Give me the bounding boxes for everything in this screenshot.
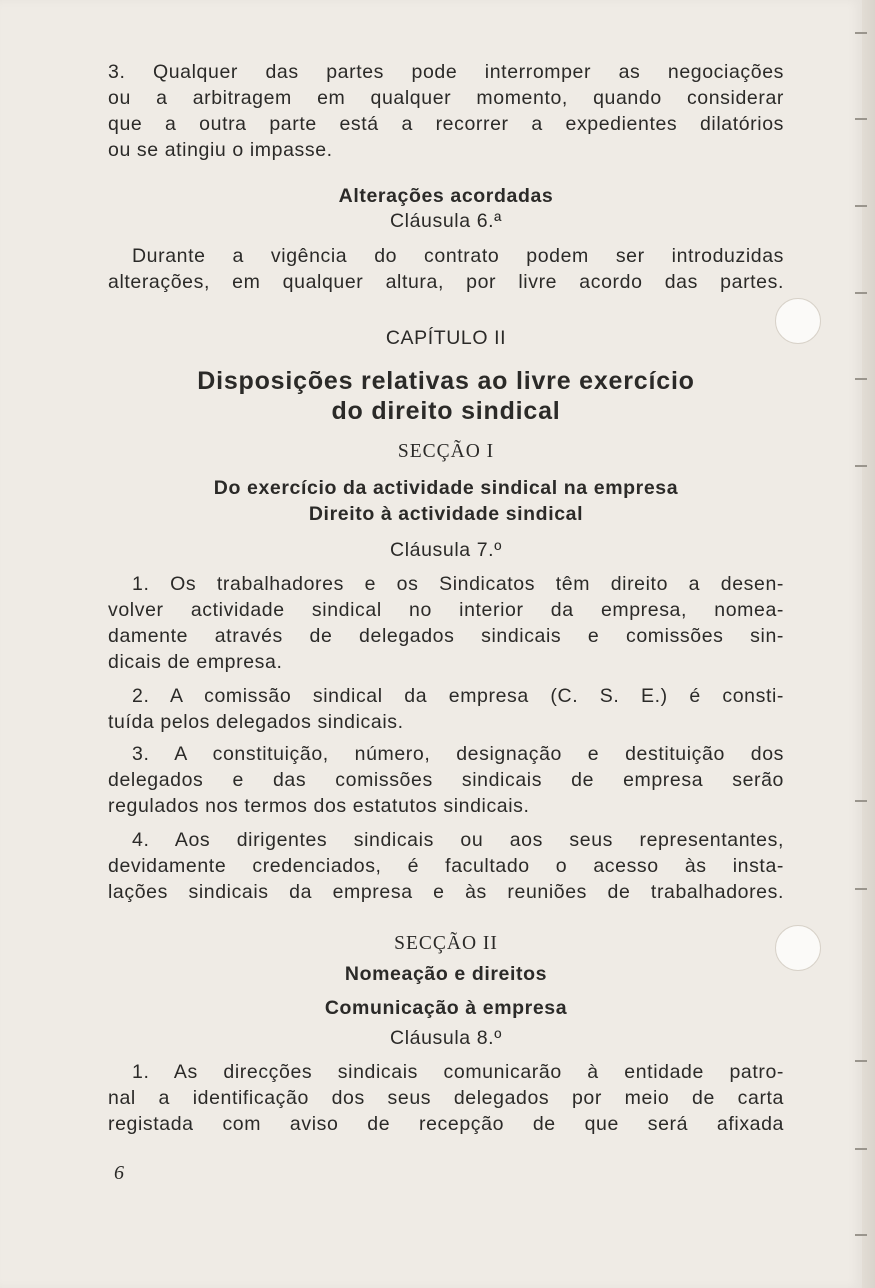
clause-7-para-4-line: devidamente credenciados, é facultado o acesso às insta- bbox=[108, 855, 784, 877]
page-edge-mark bbox=[855, 465, 867, 467]
clause-8-para-1-line: registada com aviso de recepção de que será afixada bbox=[108, 1113, 784, 1135]
clause-6-label: Cláusula 6.ª bbox=[390, 210, 502, 232]
clause-7-para-3-line: 3. A constituição, número, designação e destituição dos bbox=[132, 743, 784, 765]
clause-5-para-3-line: ou a arbitragem em qualquer momento, quando considerar bbox=[108, 87, 784, 109]
page-edge-mark bbox=[855, 32, 867, 34]
clause-7-para-3-line: delegados e das comissões sindicais de empresa serão bbox=[108, 769, 784, 791]
chapter-title-line: Disposições relativas ao livre exercício bbox=[197, 367, 695, 395]
nomeacao-heading: Nomeação e direitos bbox=[344, 963, 548, 985]
chapter-title-line: do direito sindical bbox=[331, 397, 561, 425]
clause-7-para-3-line: regulados nos termos dos estatutos sindicais. bbox=[108, 795, 530, 817]
chapter-label: CAPÍTULO II bbox=[385, 327, 507, 349]
clause-7-para-1-line: volver actividade sindical no interior da empresa, nomea- bbox=[108, 599, 784, 621]
clause-8-para-1-line: 1. As direcções sindicais comunicarão à entidade patro- bbox=[132, 1061, 784, 1083]
clause-7-para-1-line: damente através de delegados sindicais e comissões sin- bbox=[108, 625, 784, 647]
page-number: 6 bbox=[114, 1162, 124, 1184]
section-1-label: SECÇÃO I bbox=[397, 441, 495, 462]
page-edge-mark bbox=[855, 205, 867, 207]
alteracoes-heading: Alterações acordadas bbox=[338, 185, 554, 207]
clause-7-para-1-line: dicais de empresa. bbox=[108, 651, 283, 673]
page-edge-mark bbox=[855, 888, 867, 890]
clause-7-label: Cláusula 7.º bbox=[390, 539, 502, 561]
clause-5-para-3-line: que a outra parte está a recorrer a expedientes dilatórios bbox=[108, 113, 784, 135]
page-edge-mark bbox=[855, 1234, 867, 1236]
page-edge-mark bbox=[855, 292, 867, 294]
clause-6-text-line: Durante a vigência do contrato podem ser introduzidas bbox=[132, 245, 784, 267]
page-edge-mark bbox=[855, 1060, 867, 1062]
page-edge-mark bbox=[855, 800, 867, 802]
exercicio-heading: Do exercício da actividade sindical na empresa bbox=[213, 477, 679, 499]
direito-heading: Direito à actividade sindical bbox=[308, 503, 584, 525]
page-edge-mark bbox=[855, 378, 867, 380]
page-edge bbox=[862, 0, 875, 1288]
clause-8-para-1-line: nal a identificação dos seus delegados por meio de carta bbox=[108, 1087, 784, 1109]
clause-8-label: Cláusula 8.º bbox=[390, 1027, 502, 1049]
clause-6-text-line: alterações, em qualquer altura, por livre acordo das partes. bbox=[108, 271, 784, 293]
page-edge-mark bbox=[855, 118, 867, 120]
clause-7-para-4-line: 4. Aos dirigentes sindicais ou aos seus representantes, bbox=[132, 829, 784, 851]
clause-5-para-3-line: 3. Qualquer das partes pode interromper as negociações bbox=[108, 61, 784, 83]
comunicacao-heading: Comunicação à empresa bbox=[324, 997, 568, 1019]
clause-7-para-4-line: lações sindicais da empresa e às reuniões de trabalhadores. bbox=[108, 881, 784, 903]
page-edge-mark bbox=[855, 1148, 867, 1150]
clause-7-para-2-line: 2. A comissão sindical da empresa (C. S. E.) é consti- bbox=[132, 685, 784, 707]
clause-5-para-3-line: ou se atingiu o impasse. bbox=[108, 139, 333, 161]
clause-7-para-2-line: tuída pelos delegados sindicais. bbox=[108, 711, 404, 733]
clause-7-para-1-line: 1. Os trabalhadores e os Sindicatos têm direito a desen- bbox=[132, 573, 784, 595]
section-2-label: SECÇÃO II bbox=[394, 933, 498, 954]
